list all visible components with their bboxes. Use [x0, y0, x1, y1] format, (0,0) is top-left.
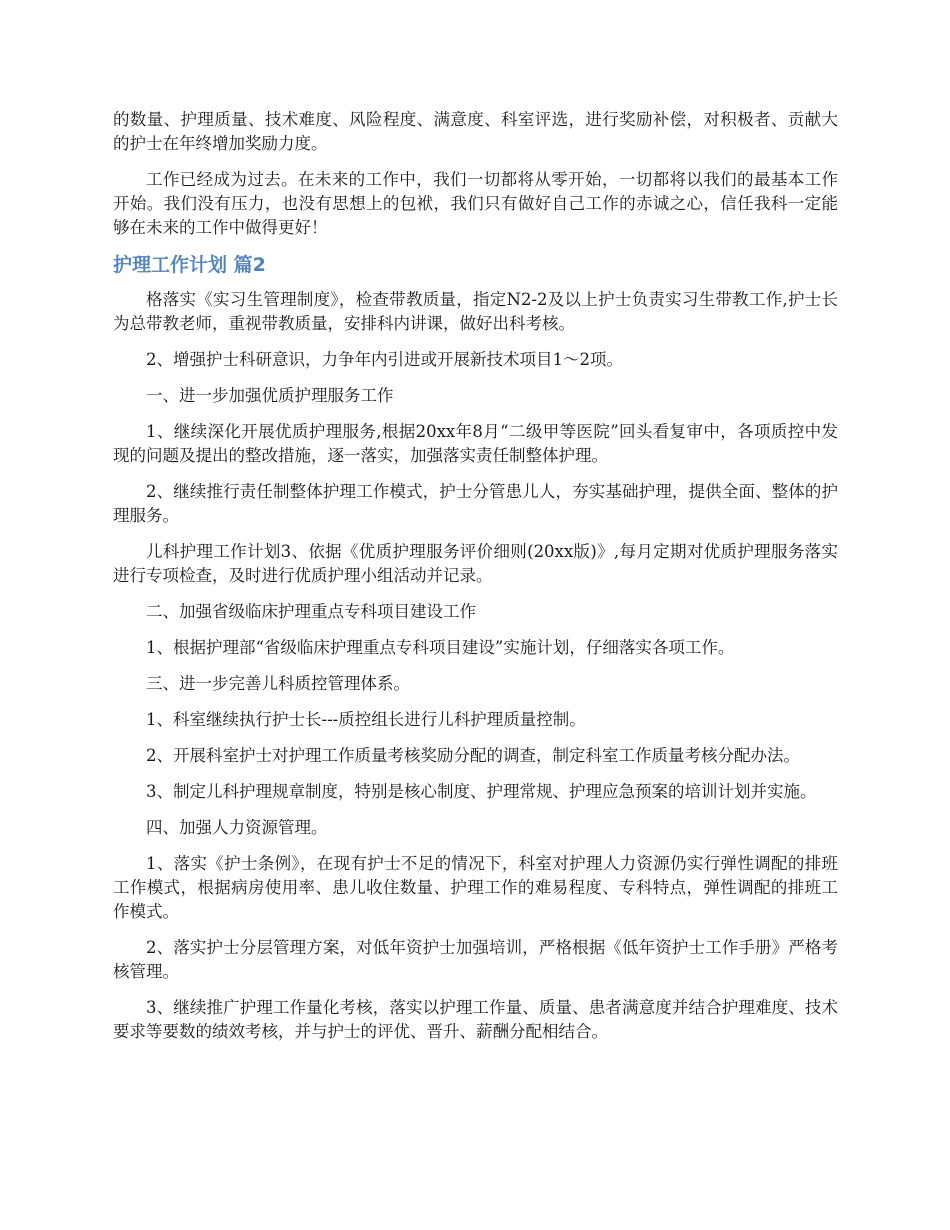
body-paragraph: 1、科室继续执行护士长---质控组长进行儿科护理质量控制。	[146, 710, 586, 729]
body-paragraph: 1、继续深化开展优质护理服务,根据20xx年8月“二级甲等医院”回头看复审中，各项质控中发现的问题及提出的整改措施，逐一落实，加强落实责任制整体护理。	[113, 422, 838, 465]
body-paragraph: 1、落实《护士条例》，在现有护士不足的情况下，科室对护理人力资源仍实行弹性调配的排班工作模式，根据病房使用率、患儿收住数量、护理工作的难易程度、专科特点，弹性调配的排班工作模式。	[113, 854, 838, 921]
body-paragraph: 3、继续推广护理工作量化考核，落实以护理工作量、质量、患者满意度并结合护理难度、技术要求等要数的绩效考核，并与护士的评优、晋升、薪酬分配相结合。	[113, 998, 838, 1041]
body-paragraph: 2、继续推行责任制整体护理工作模式，护士分管患儿人，夯实基础护理，提供全面、整体的护理服务。	[113, 482, 838, 525]
body-paragraph: 2、落实护士分层管理方案，对低年资护士加强培训，严格根据《低年资护士工作手册》严格考核管理。	[113, 938, 838, 981]
subsection-heading: 一、进一步加强优质护理服务工作	[146, 386, 394, 405]
subsection-heading: 四、加强人力资源管理。	[146, 818, 328, 837]
body-paragraph: 1、根据护理部“省级临床护理重点专科项目建设”实施计划，仔细落实各项工作。	[146, 638, 735, 657]
document-page	[113, 108, 838, 1056]
body-paragraph: 2、开展科室护士对护理工作质量考核奖励分配的调查，制定科室工作质量考核分配办法。	[146, 746, 800, 765]
body-paragraph: 2、增强护士科研意识，力争年内引进或开展新技术项目1～2项。	[146, 350, 623, 369]
intro-paragraph-1: 的数量、护理质量、技术难度、风险程度、满意度、科室评选，进行奖励补偿，对积极者、贡献大的护士在年终增加奖励力度。	[113, 110, 838, 153]
intro-paragraph-2: 工作已经成为过去。在未来的工作中，我们一切都将从零开始，一切都将以我们的最基本工作开始。我们没有压力，也没有思想上的包袱，我们只有做好自己工作的赤诚之心，信任我科一定能够在未来的工作中做得更好！	[113, 170, 838, 237]
subsection-heading: 三、进一步完善儿科质控管理体系。	[146, 674, 410, 693]
section-heading: 护理工作计划 篇2	[113, 254, 266, 276]
body-paragraph: 3、制定儿科护理规章制度，特别是核心制度、护理常规、护理应急预案的培训计划并实施。	[146, 782, 817, 801]
body-paragraph: 儿科护理工作计划3、依据《优质护理服务评价细则(20xx版)》,每月定期对优质护理服务落实进行专项检查，及时进行优质护理小组活动并记录。	[113, 542, 838, 585]
body-paragraph: 格落实《实习生管理制度》，检查带教质量，指定N2-2及以上护士负责实习生带教工作,护士长为总带教老师，重视带教质量，安排科内讲课，做好出科考核。	[113, 290, 838, 333]
subsection-heading: 二、加强省级临床护理重点专科项目建设工作	[146, 602, 476, 621]
